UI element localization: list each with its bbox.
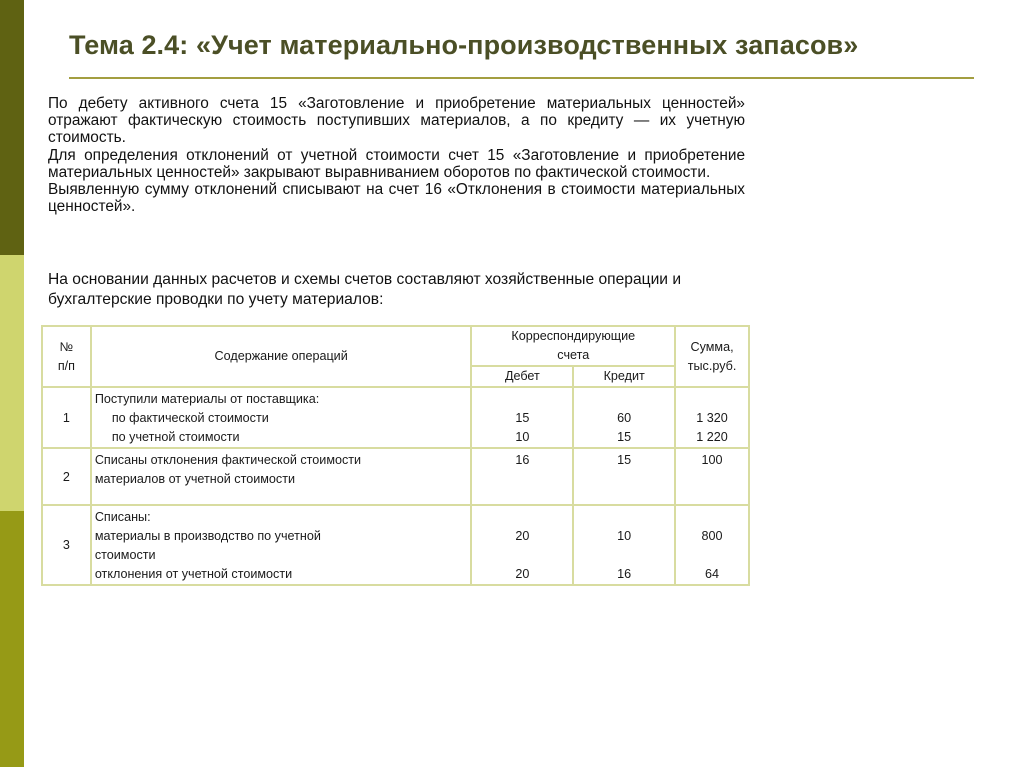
row-debit: 16 xyxy=(471,448,573,505)
row-sum: 1 320 1 220 xyxy=(675,387,749,448)
header-content: Содержание операций xyxy=(91,326,472,387)
sidebar-block-light xyxy=(0,255,24,511)
intro-sentence: Для определения отклонений от учетной стоимости счет 15 «Заготовление и приобретение материальных ценностей» закрывают выравниванием оборотов по фактической стоимости. xyxy=(48,146,745,181)
row-number: 2 xyxy=(42,448,91,505)
row-sum: 100 xyxy=(675,448,749,505)
intro-sentence: Выявленную сумму отклонений списывают на счет 16 «Отклонения в стоимости материальных ценностей». xyxy=(48,181,745,216)
sidebar-block-olive xyxy=(0,511,24,767)
header-sum: Сумма, тыс.руб. xyxy=(675,326,749,387)
row-credit: 60 15 xyxy=(573,387,675,448)
row-credit: 15 xyxy=(573,448,675,505)
header-accounts: Корреспондирующие счета xyxy=(471,326,675,366)
header-num: № п/п xyxy=(42,326,91,387)
intro-paragraph xyxy=(48,95,745,215)
row-number: 1 xyxy=(42,387,91,448)
row-debit: 15 10 xyxy=(471,387,573,448)
row-debit: 20 20 xyxy=(471,505,573,585)
header-credit: Кредит xyxy=(573,366,675,387)
lead-paragraph: На основании данных расчетов и схемы счетов составляют хозяйственные операции и бухгалтерские проводки по учету материалов: xyxy=(48,271,682,308)
sidebar-block-dark xyxy=(0,0,24,255)
title-divider xyxy=(69,77,974,79)
row-sum: 800 64 xyxy=(675,505,749,585)
table-row xyxy=(42,387,749,448)
row-credit: 10 16 xyxy=(573,505,675,585)
row-description: Списаны отклонения фактической стоимости материалов от учетной стоимости xyxy=(91,448,472,505)
operations-table xyxy=(41,325,750,586)
sidebar-decoration xyxy=(0,0,24,767)
table-row xyxy=(42,448,749,505)
header-debit: Дебет xyxy=(471,366,573,387)
table-row xyxy=(42,505,749,585)
row-description: Поступили материалы от поставщика: по фактической стоимости по учетной стоимости xyxy=(91,387,472,448)
table-header-row xyxy=(42,326,749,366)
intro-sentence: По дебету активного счета 15 «Заготовление и приобретение материальных ценностей» отражают фактическую стоимость поступивших материалов, а по кредиту — их учетную стоимость. xyxy=(48,95,745,147)
row-number: 3 xyxy=(42,505,91,585)
slide-title: Тема 2.4: «Учет материально-производственных запасов» xyxy=(69,30,859,60)
row-description: Списаны: материалы в производство по учетной стоимости отклонения от учетной стоимости xyxy=(91,505,472,585)
